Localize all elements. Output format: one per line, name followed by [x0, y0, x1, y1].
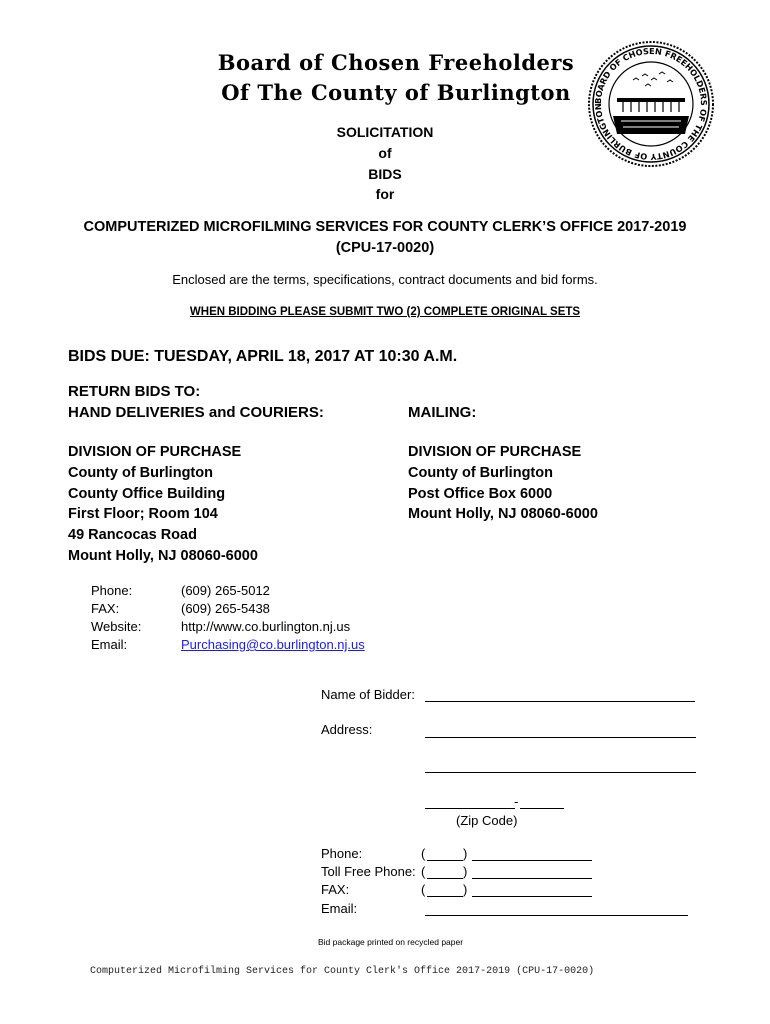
zip-code-label: (Zip Code): [456, 813, 518, 828]
bidder-name-field[interactable]: [425, 701, 695, 702]
bidder-address-line2[interactable]: [425, 772, 696, 773]
solicitation-line2: of: [378, 145, 392, 161]
phone-paren-open: (: [421, 846, 426, 861]
toll-paren-close: ): [463, 864, 468, 879]
project-number: (CPU-17-0020): [335, 240, 435, 256]
bidder-fax-number[interactable]: [472, 896, 592, 897]
email-label: Email:: [91, 637, 128, 652]
hand-deliveries-heading: HAND DELIVERIES and COURIERS:: [68, 404, 324, 421]
bids-due: BIDS DUE: TUESDAY, APRIL 18, 2017 AT 10:30 A.M.: [68, 348, 458, 365]
mail-address-line: DIVISION OF PURCHASE: [408, 444, 582, 460]
contact-values: [181, 582, 365, 654]
website-value: http://www.co.burlington.nj.us: [181, 619, 351, 634]
project-title: COMPUTERIZED MICROFILMING SERVICES FOR COUNTY CLERK’S OFFICE 2017-2019: [83, 219, 687, 235]
bidder-fax-area[interactable]: [427, 896, 463, 897]
toll-paren-open: (: [421, 864, 426, 879]
mail-address-line: Mount Holly, NJ 08060-6000: [408, 506, 598, 523]
fax-paren-open: (: [421, 882, 426, 897]
hand-address: [68, 442, 258, 567]
hand-address-line: 49 Rancocas Road: [68, 527, 197, 544]
zip-plus4-field[interactable]: [520, 808, 564, 809]
enclosed-text: Enclosed are the terms, specifications, contract documents and bid forms.: [172, 272, 598, 287]
bidder-address-line1[interactable]: [425, 737, 696, 738]
bidder-email-label: Email:: [321, 901, 358, 916]
mail-address: [408, 442, 598, 525]
hand-address-line: Mount Holly, NJ 08060-6000: [68, 547, 258, 564]
bidder-phone-area[interactable]: [427, 860, 463, 861]
solicitation-line3: BIDS: [368, 166, 402, 182]
toll-free-label: Toll Free Phone:: [321, 864, 416, 879]
fax-value: (609) 265-5438: [181, 601, 270, 616]
bidder-email-field[interactable]: [425, 915, 688, 916]
recycled-note: Bid package printed on recycled paper: [318, 937, 464, 947]
solicitation-line4: for: [375, 186, 395, 202]
page-footer: Computerized Microfilming Services for County Clerk's Office 2017-2019 (CPU-17-0020): [90, 966, 595, 977]
toll-free-area[interactable]: [427, 878, 463, 879]
fax-label: FAX:: [91, 601, 120, 616]
mail-address-line: Post Office Box 6000: [408, 485, 553, 502]
hand-address-line: First Floor; Room 104: [68, 506, 218, 523]
solicitation-line1: SOLICITATION: [336, 124, 434, 140]
mail-address-line: County of Burlington: [408, 464, 553, 481]
hand-address-line: County of Burlington: [68, 464, 213, 481]
phone-paren-close: ): [463, 846, 468, 861]
return-bids-heading: RETURN BIDS TO:: [68, 383, 201, 400]
phone-label: Phone:: [91, 583, 133, 598]
contact-labels: [91, 582, 181, 654]
county-seal: [587, 40, 715, 168]
bidder-address-label: Address:: [321, 722, 373, 737]
fax-paren-close: ): [463, 882, 468, 897]
mailing-heading: MAILING:: [408, 404, 477, 421]
hand-address-line: DIVISION OF PURCHASE: [68, 444, 242, 460]
hand-address-line: County Office Building: [68, 485, 226, 502]
zip-dash: -: [514, 794, 519, 809]
seal-ring-text: BOARD OF CHOSEN FREEHOLDERS OF THE COUNTY OF BURLINGTON: [592, 45, 710, 163]
header-title-line2: Of The County of Burlington: [221, 80, 571, 105]
toll-free-number[interactable]: [472, 878, 592, 879]
bidder-fax-label: FAX:: [321, 882, 350, 897]
bidder-phone-label: Phone:: [321, 846, 363, 861]
bidder-name-label: Name of Bidder:: [321, 687, 415, 702]
website-label: Website:: [91, 619, 142, 634]
phone-value: (609) 265-5012: [181, 583, 270, 598]
bidder-phone-number[interactable]: [472, 860, 592, 861]
submit-note: WHEN BIDDING PLEASE SUBMIT TWO (2) COMPLETE ORIGINAL SETS: [189, 306, 581, 318]
email-link[interactable]: Purchasing@co.burlington.nj.us: [181, 637, 365, 652]
zip-code-field[interactable]: [425, 808, 515, 809]
header-title-line1: Board of Chosen Freeholders: [217, 50, 575, 75]
